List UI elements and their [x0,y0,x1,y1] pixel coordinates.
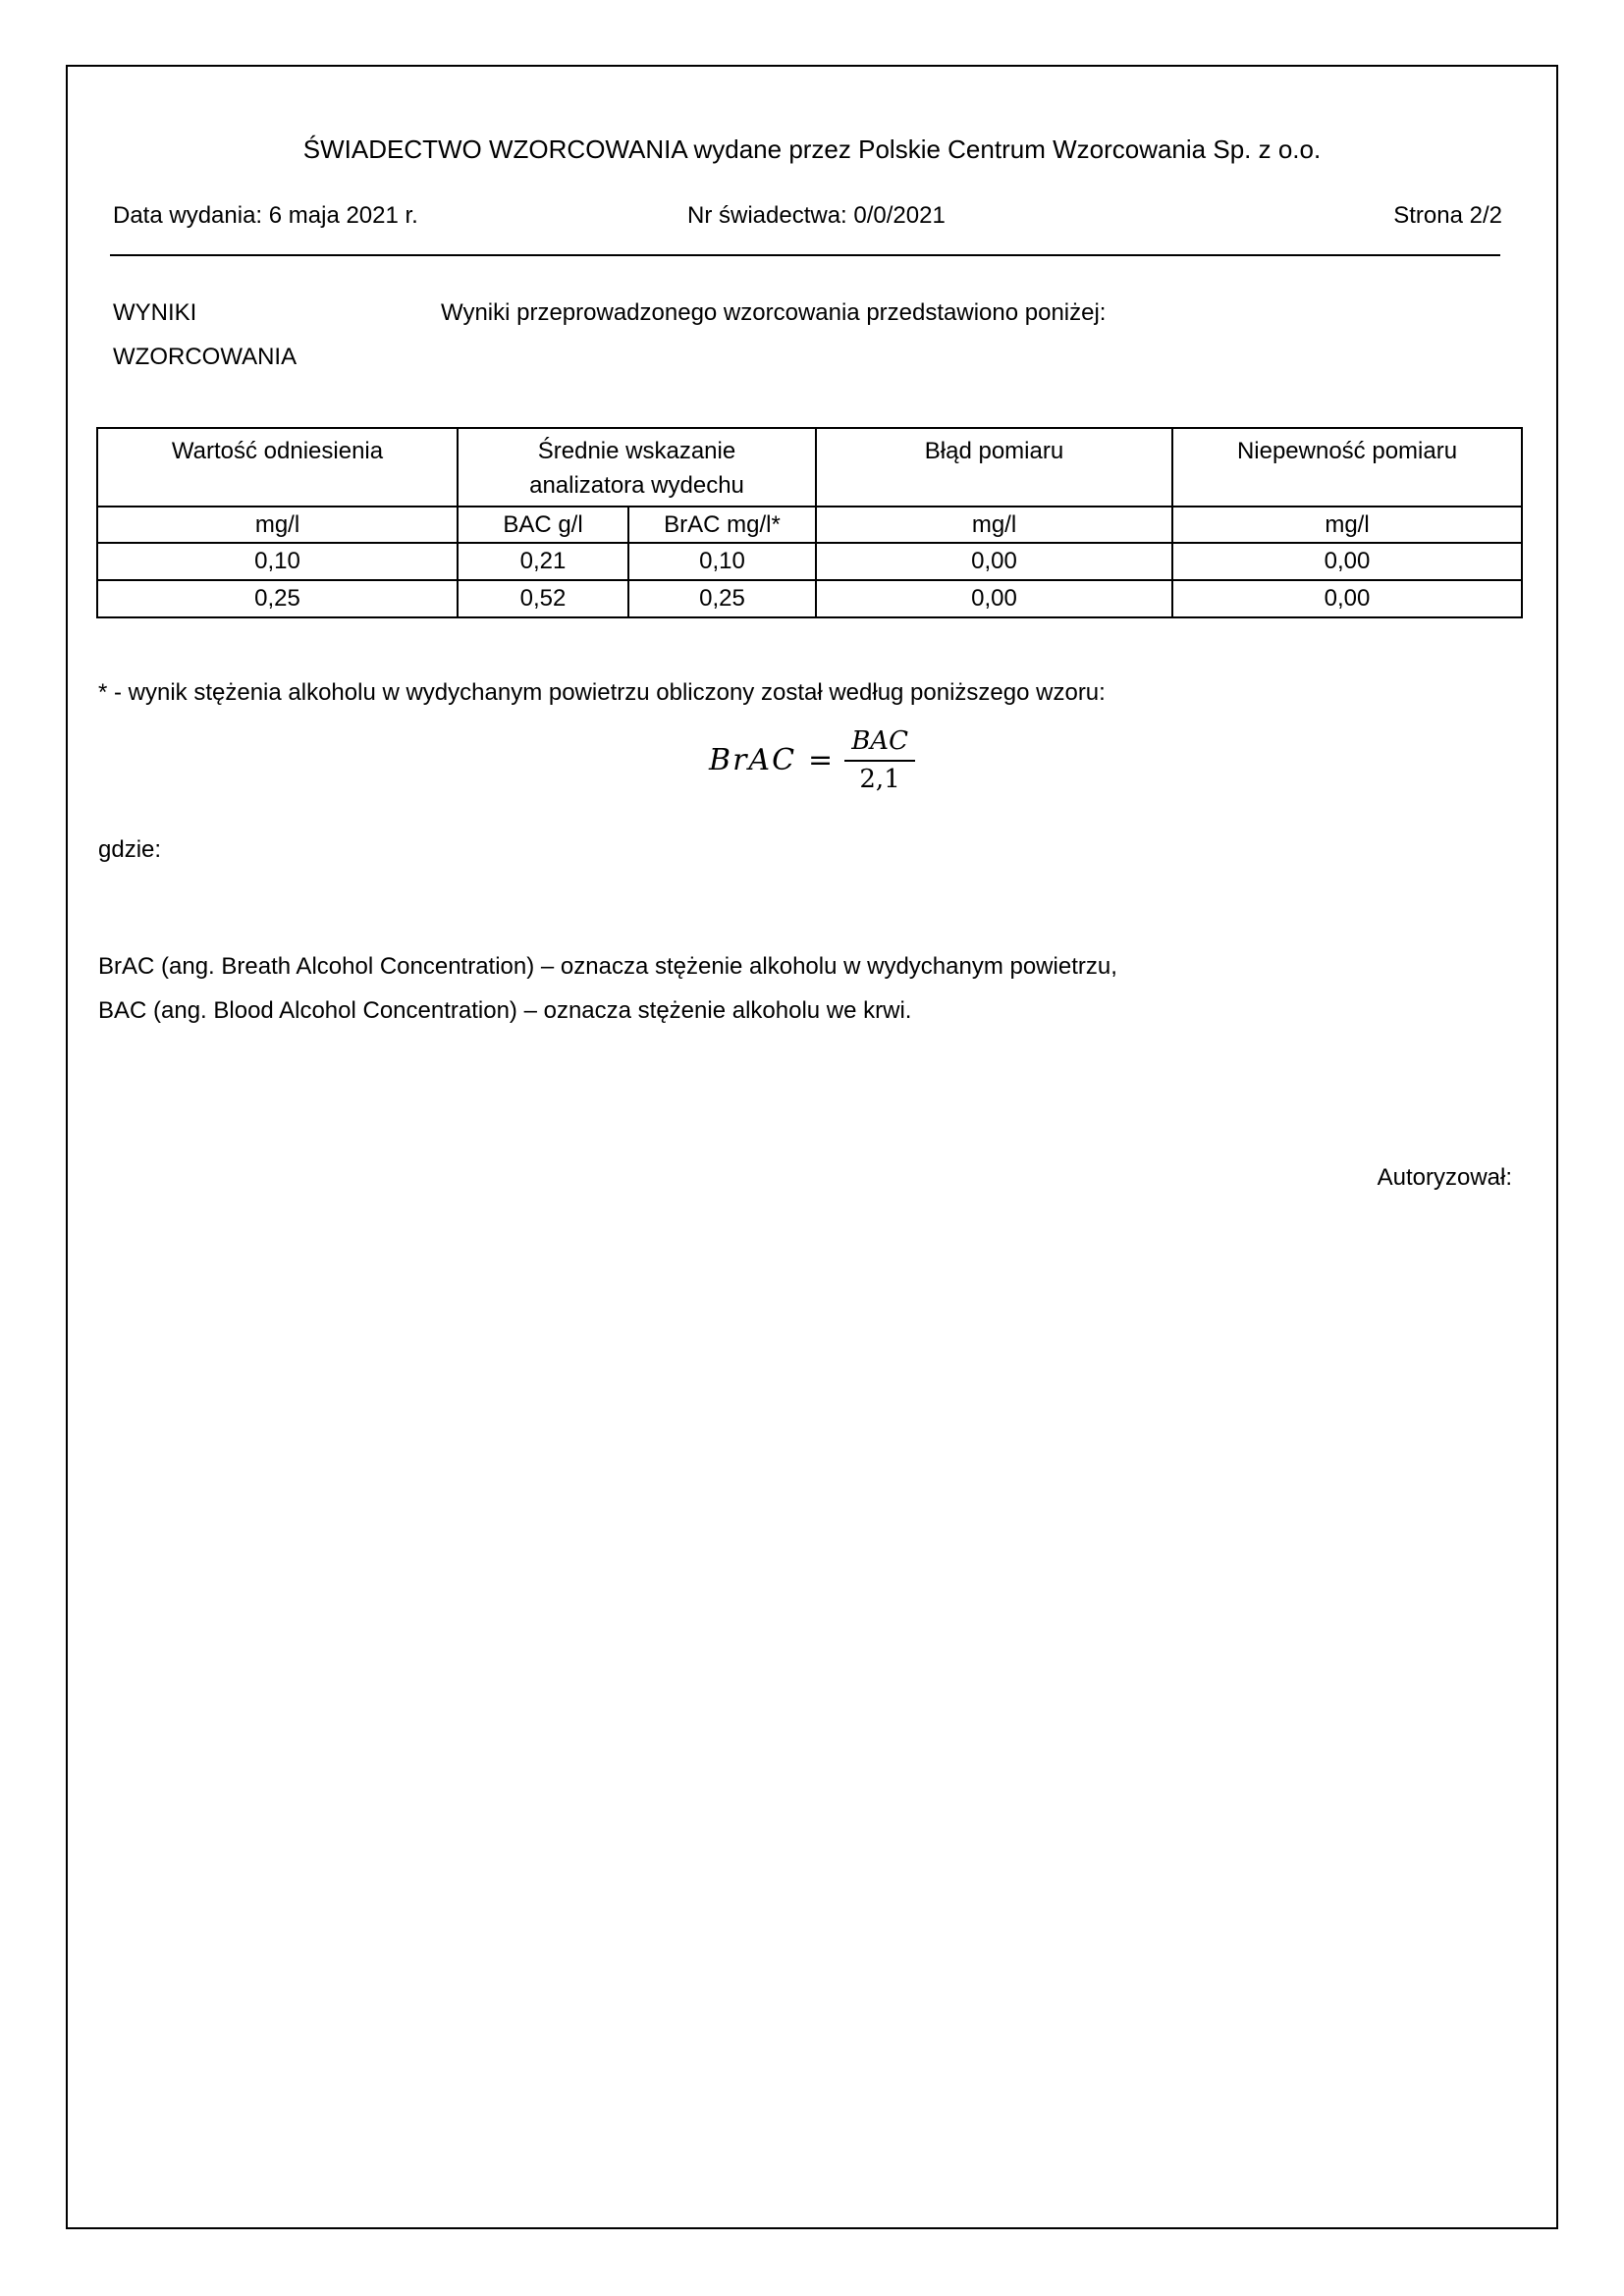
certificate-number: Nr świadectwa: 0/0/2021 [687,202,946,229]
unit-cell: mg/l [816,507,1172,543]
page-title: ŚWIADECTWO WZORCOWANIA wydane przez Polskie Centrum Wzorcowania Sp. z o.o. [302,134,1322,164]
value-cell: 0,21 [458,543,628,580]
header-measurement-uncertainty-label: Niepewność pomiaru [1236,438,1458,464]
value-cell: 0,00 [816,580,1172,617]
formula-footnote: * - wynik stężenia alkoholu w wydychanym powietrzu obliczony został według poniższego wzoru: [98,679,1106,706]
unit-cell: mg/l [1172,507,1522,543]
page-border [66,65,1558,2229]
unit-cell: BAC g/l [458,507,628,543]
formula-equals-sign: = [808,743,834,777]
header-measurement-uncertainty [1172,428,1522,507]
value-cell: 0,10 [97,543,458,580]
header-measurement-error-label: Błąd pomiaru [924,438,1064,464]
issue-date: Data wydania: 6 maja 2021 r. [113,202,418,229]
brac-formula [0,726,1624,794]
header-mean-indication-label: Średnie wskazanie analizatora wydechu [529,438,744,499]
header-reference-value-label: Wartość odniesienia [171,438,384,464]
header-measurement-error [816,428,1172,507]
header-reference-value [97,428,458,507]
value-cell: 0,25 [628,580,816,617]
definition-bac: BAC (ang. Blood Alcohol Concentration) – oznacza stężenie alkoholu we krwi. [98,997,912,1024]
header-mean-indication [458,428,816,507]
results-intro-text: Wyniki przeprowadzonego wzorcowania przedstawiono poniżej: [441,299,1107,326]
formula-denominator: 2,1 [859,765,900,794]
value-cell: 0,00 [816,543,1172,580]
value-cell: 0,25 [97,580,458,617]
formula-lhs: BrAC [709,743,797,777]
value-cell: 0,00 [1172,543,1522,580]
results-section-label: WYNIKI WZORCOWANIA [113,299,298,370]
table-data-row [97,580,1522,617]
where-label: gdzie: [98,836,162,863]
header-divider-rule [110,254,1500,256]
value-cell: 0,10 [628,543,816,580]
unit-cell: mg/l [97,507,458,543]
authorized-by-label: Autoryzował: [1377,1164,1512,1191]
value-cell: 0,00 [1172,580,1522,617]
results-table [96,427,1523,618]
unit-cell: BrAC mg/l* [628,507,816,543]
formula-numerator: BAC [844,726,915,762]
value-cell: 0,52 [458,580,628,617]
table-data-row [97,543,1522,580]
abbreviation-definitions [98,944,1117,1033]
table-unit-row [97,507,1522,543]
page-number: Strona 2/2 [1393,202,1502,229]
table-header-row [97,428,1522,507]
formula-fraction [844,726,915,794]
definition-brac: BrAC (ang. Breath Alcohol Concentration) – oznacza stężenie alkoholu w wydychanym powietrzu, [98,953,1117,980]
